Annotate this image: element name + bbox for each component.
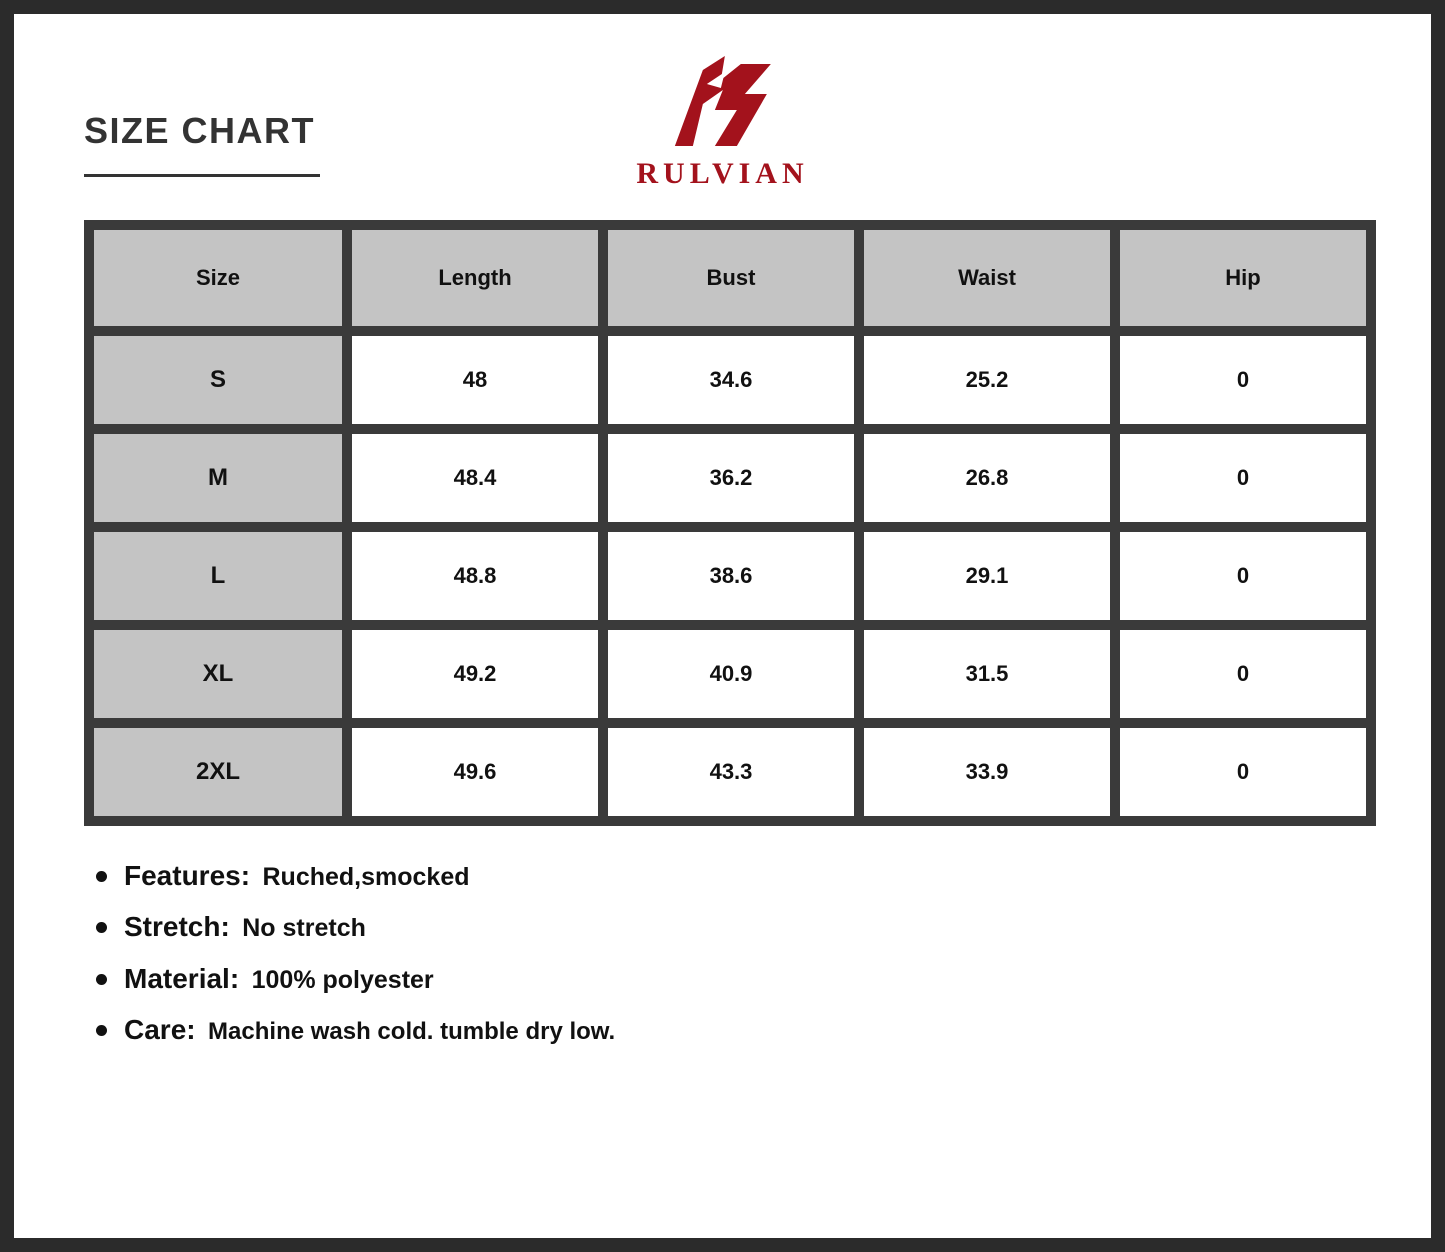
cell-length: 49.2: [347, 625, 603, 723]
table-row: [89, 723, 1371, 821]
table-row: [89, 625, 1371, 723]
detail-label: Material:: [124, 962, 240, 994]
cell-waist: 25.2: [859, 331, 1115, 429]
column-header-size: Size: [89, 225, 347, 331]
page-title: SIZE CHART: [84, 110, 315, 151]
cell-hip: 0: [1115, 723, 1371, 821]
detail-value: Machine wash cold. tumble dry low.: [208, 1017, 616, 1045]
cell-waist: 31.5: [859, 625, 1115, 723]
page-inner: [14, 14, 1431, 1238]
table-row: [89, 429, 1371, 527]
cell-size: M: [89, 429, 347, 527]
column-header-length: Length: [347, 225, 603, 331]
cell-size: XL: [89, 625, 347, 723]
cell-length: 48.4: [347, 429, 603, 527]
table-row: [89, 331, 1371, 429]
cell-length: 48.8: [347, 527, 603, 625]
cell-waist: 33.9: [859, 723, 1115, 821]
list-item: [90, 858, 1371, 893]
detail-value: 100% polyester: [251, 965, 434, 994]
title-block: [84, 110, 320, 177]
size-table-wrap: [74, 220, 1371, 826]
size-table: [84, 220, 1376, 826]
cell-bust: 40.9: [603, 625, 859, 723]
brand-block: [636, 54, 808, 191]
list-item: [90, 961, 1371, 996]
cell-length: 48: [347, 331, 603, 429]
cell-bust: 34.6: [603, 331, 859, 429]
cell-waist: 29.1: [859, 527, 1115, 625]
cell-waist: 26.8: [859, 429, 1115, 527]
list-item: [90, 909, 1371, 944]
cell-bust: 43.3: [603, 723, 859, 821]
column-header-bust: Bust: [603, 225, 859, 331]
cell-hip: 0: [1115, 625, 1371, 723]
cell-size: S: [89, 331, 347, 429]
cell-hip: 0: [1115, 429, 1371, 527]
list-item: [90, 1012, 1371, 1047]
page-header: [74, 14, 1371, 214]
detail-value: Ruched,smocked: [262, 863, 470, 891]
column-header-waist: Waist: [859, 225, 1115, 331]
size-table-head: [89, 225, 1371, 331]
title-underline: [84, 174, 320, 177]
detail-label: Stretch:: [124, 911, 230, 943]
cell-length: 49.6: [347, 723, 603, 821]
cell-hip: 0: [1115, 527, 1371, 625]
cell-size: L: [89, 527, 347, 625]
size-table-body: [89, 331, 1371, 821]
detail-label: Features:: [124, 860, 251, 891]
cell-size: 2XL: [89, 723, 347, 821]
cell-hip: 0: [1115, 331, 1371, 429]
table-header-row: [89, 225, 1371, 331]
cell-bust: 38.6: [603, 527, 859, 625]
brand-name: RULVIAN: [636, 157, 809, 190]
cell-bust: 36.2: [603, 429, 859, 527]
detail-label: Care:: [124, 1013, 196, 1045]
detail-value: No stretch: [242, 914, 366, 943]
product-details-list: [90, 858, 1371, 1047]
rulvian-r-logo-icon: [636, 54, 808, 151]
column-header-hip: Hip: [1115, 225, 1371, 331]
table-row: [89, 527, 1371, 625]
